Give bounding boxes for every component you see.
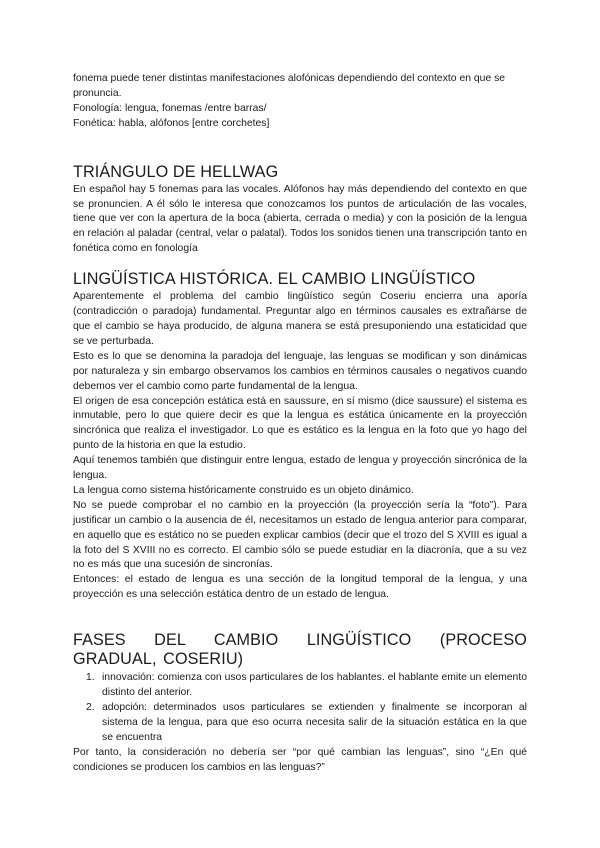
section-paragraph: No se puede comprobar el no cambio en la proyección (la proyección sería la “foto”). Para justificar un cambio o la ausencia de él, necesitamos un estado de lengua anterior para comparar, en aquello que es estático no se pueden explicar cambios (decir que el trozo del S XVIII es igual a la foto del S XVIII no es correcto. El cambio sólo se puede estudiar en la diacronía, que a su vez no es más que una sucesión de sincronías.	[73, 499, 527, 571]
section-paragraph: La lengua como sistema históricamente construido es un objeto dinámico.	[73, 484, 414, 496]
section-paragraph: Entonces: el estado de lengua es una sección de la longitud temporal de la lengua, y una proyección es una selección estática dentro de un estado de lengua.	[73, 574, 527, 601]
section-paragraph: En español hay 5 fonemas para las vocales. Alófonos hay más dependiendo del contexto en que se pronuncien. A él sólo le interesa que conozcamos los puntos de articulación de las vocales, tiene que ver con la apertura de la boca (abierta, cerrada o media) y con la posición de la lengua en relación al paladar (central, velar o palatal). Todos los sonidos tienen una transcripción tanto en fonética como en fonología	[73, 183, 527, 255]
section-paragraph: Esto es lo que se denomina la paradoja del lenguaje, las lenguas se modifican y son dinámicas por naturaleza y sin embargo observamos los cambios en términos causales o negativos cuando debemos ver el cambio como parte fundamental de la lengua.	[73, 350, 527, 392]
list-item-text: innovación: comienza con usos particulares de los hablantes. el hablante emite un elemento distinto del anterior.	[102, 672, 527, 699]
page-content	[73, 72, 527, 776]
numbered-list	[73, 671, 527, 746]
intro-paragraph: fonema puede tener distintas manifestaciones alofónicas dependiendo del contexto en que se pronuncia.	[73, 73, 506, 99]
section-heading-linguistica-historica: LINGÜÍSTICA HISTÓRICA. EL CAMBIO LINGÜÍSTICO	[73, 270, 476, 289]
section-paragraph: El origen de esa concepción estática está en saussure, en sí mismo (dice saussure) el sistema es inmutable, pero lo que quiere decir es que la lengua es estática únicamente en la proyección sincrónica que realiza el investigador. Lo que es estático es la lengua en la foto que yo hago del punto de la historia en que la estudio.	[73, 395, 527, 452]
section-heading-hellwag: TRIÁNGULO DE HELLWAG	[73, 162, 279, 181]
section-paragraph: Aquí tenemos también que distinguir entre lengua, estado de lengua y proyección sincrónica de la lengua.	[73, 455, 527, 482]
list-item-number: 2.	[86, 702, 95, 713]
section-heading-fases-cambio: FASES DEL CAMBIO LINGÜÍSTICO (PROCESO GRADUAL, COSERIU)	[73, 631, 527, 669]
list-item-number: 1.	[86, 672, 95, 684]
list-item	[73, 701, 527, 746]
closing-paragraph: Por tanto, la consideración no debería ser “por qué cambian las lenguas”, sino “¿En qué condiciones se producen los cambios en las lenguas?”	[73, 746, 527, 773]
intro-paragraph: Fonología: lengua, fonemas /entre barras/	[73, 102, 267, 114]
list-item-text: adopción: determinados usos particulares se extienden y finalmente se incorporan al sistema de la lengua, para que eso ocurra necesita salir de la situación estática en la que se encuentra	[102, 702, 527, 743]
list-item	[73, 671, 527, 701]
section-paragraph: Aparentemente el problema del cambio lingüístico según Coseriu encierra una aporía (contradicción o paradoja) fundamental. Preguntar algo en términos causales es extrañarse de que el cambio se haya producido, de alguna manera se está presuponiendo una estaticidad que se ve perturbada.	[73, 291, 527, 347]
intro-paragraph: Fonética: habla, alófonos [entre corchetes]	[73, 117, 270, 129]
